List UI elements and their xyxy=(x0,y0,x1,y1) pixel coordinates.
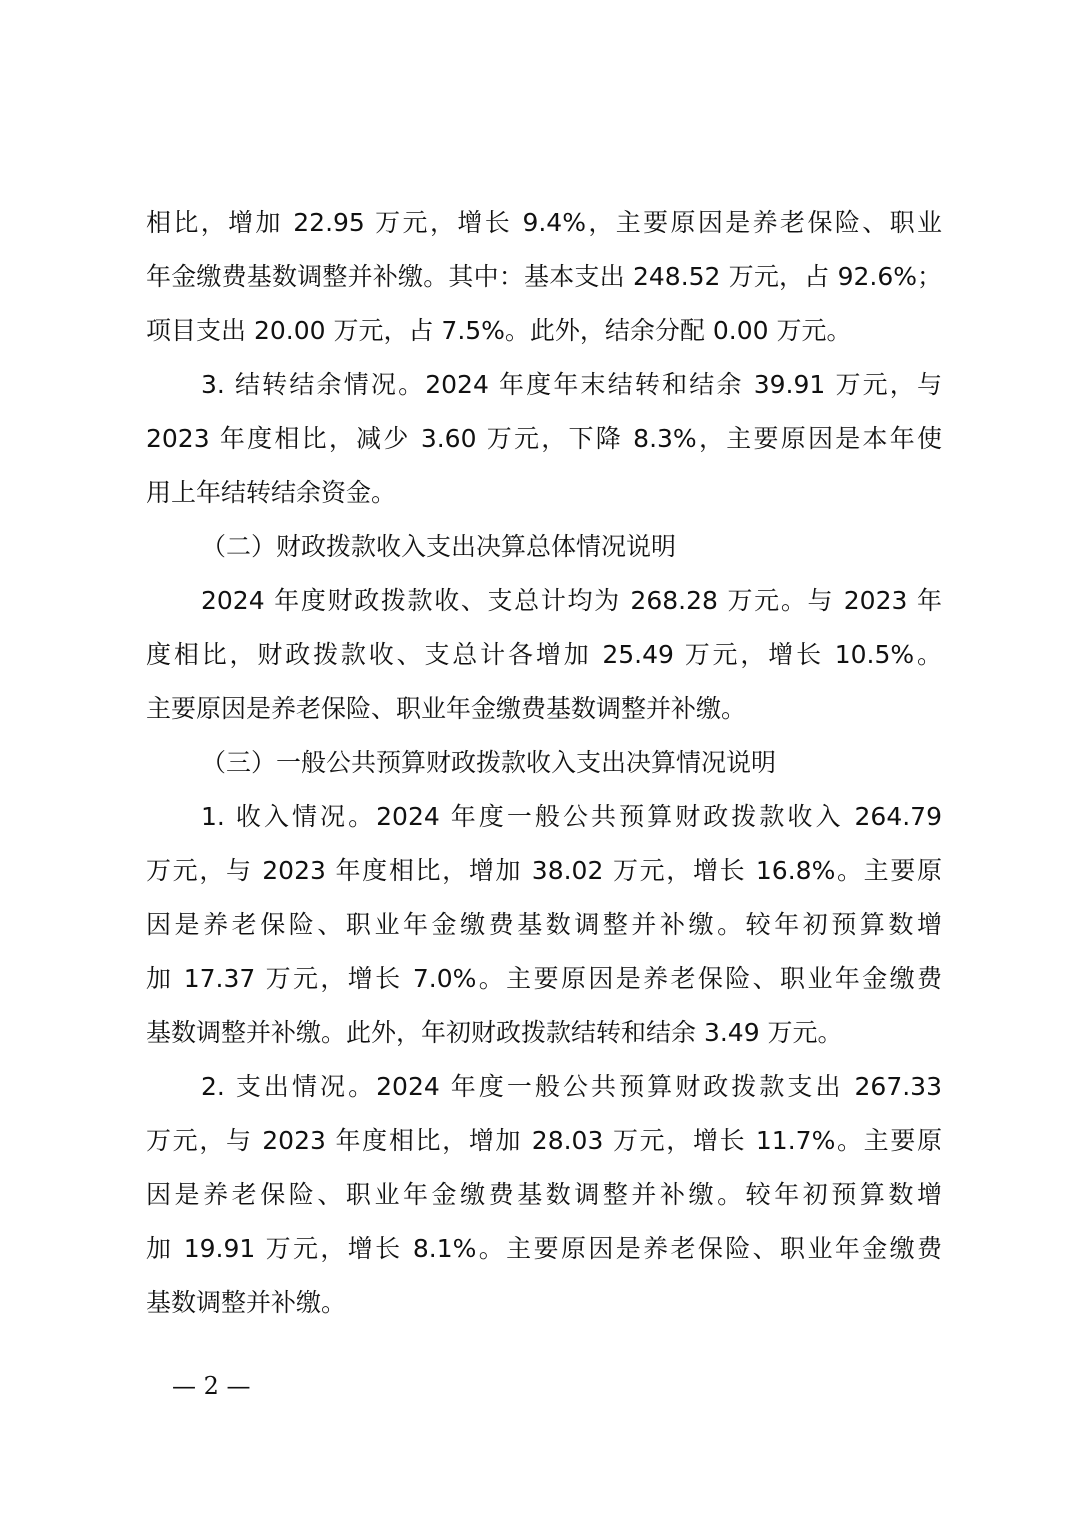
text-line: 相比，增加 22.95 万元，增长 9.4%，主要原因是养老保险、职业 xyxy=(146,208,942,237)
text-line: 用上年结转结余资金。 xyxy=(146,478,397,507)
page-number: — 2 — xyxy=(172,1372,251,1400)
text-line: 1. 收入情况。2024 年度一般公共预算财政拨款收入 264.79 xyxy=(201,802,942,831)
text-line: 2. 支出情况。2024 年度一般公共预算财政拨款支出 267.33 xyxy=(201,1072,942,1101)
section-heading: （三）一般公共预算财政拨款收入支出决算情况说明 xyxy=(201,748,777,777)
text-line: 项目支出 20.00 万元，占 7.5%。此外，结余分配 0.00 万元。 xyxy=(146,316,852,345)
text-line: 因是养老保险、职业年金缴费基数调整并补缴。较年初预算数增 xyxy=(146,1180,942,1209)
text-line: 度相比，财政拨款收、支总计各增加 25.49 万元，增长 10.5%。 xyxy=(146,640,942,669)
text-line: 2023 年度相比，减少 3.60 万元，下降 8.3%，主要原因是本年使 xyxy=(146,424,942,453)
text-line: 基数调整并补缴。 xyxy=(146,1288,347,1317)
text-line: 加 17.37 万元，增长 7.0%。主要原因是养老保险、职业年金缴费 xyxy=(146,964,942,993)
text-line: 主要原因是养老保险、职业年金缴费基数调整并补缴。 xyxy=(146,694,747,723)
text-line: 基数调整并补缴。此外，年初财政拨款结转和结余 3.49 万元。 xyxy=(146,1018,843,1047)
section-heading: （二）财政拨款收入支出决算总体情况说明 xyxy=(201,532,677,561)
text-line: 加 19.91 万元，增长 8.1%。主要原因是养老保险、职业年金缴费 xyxy=(146,1234,942,1263)
text-line: 因是养老保险、职业年金缴费基数调整并补缴。较年初预算数增 xyxy=(146,910,942,939)
text-line: 万元，与 2023 年度相比，增加 38.02 万元，增长 16.8%。主要原 xyxy=(146,856,942,885)
text-line: 3. 结转结余情况。2024 年度年末结转和结余 39.91 万元，与 xyxy=(201,370,942,399)
text-line: 年金缴费基数调整并补缴。其中：基本支出 248.52 万元，占 92.6%； xyxy=(146,262,942,291)
text-line: 万元，与 2023 年度相比，增加 28.03 万元，增长 11.7%。主要原 xyxy=(146,1126,942,1155)
text-line: 2024 年度财政拨款收、支总计均为 268.28 万元。与 2023 年 xyxy=(201,586,942,615)
